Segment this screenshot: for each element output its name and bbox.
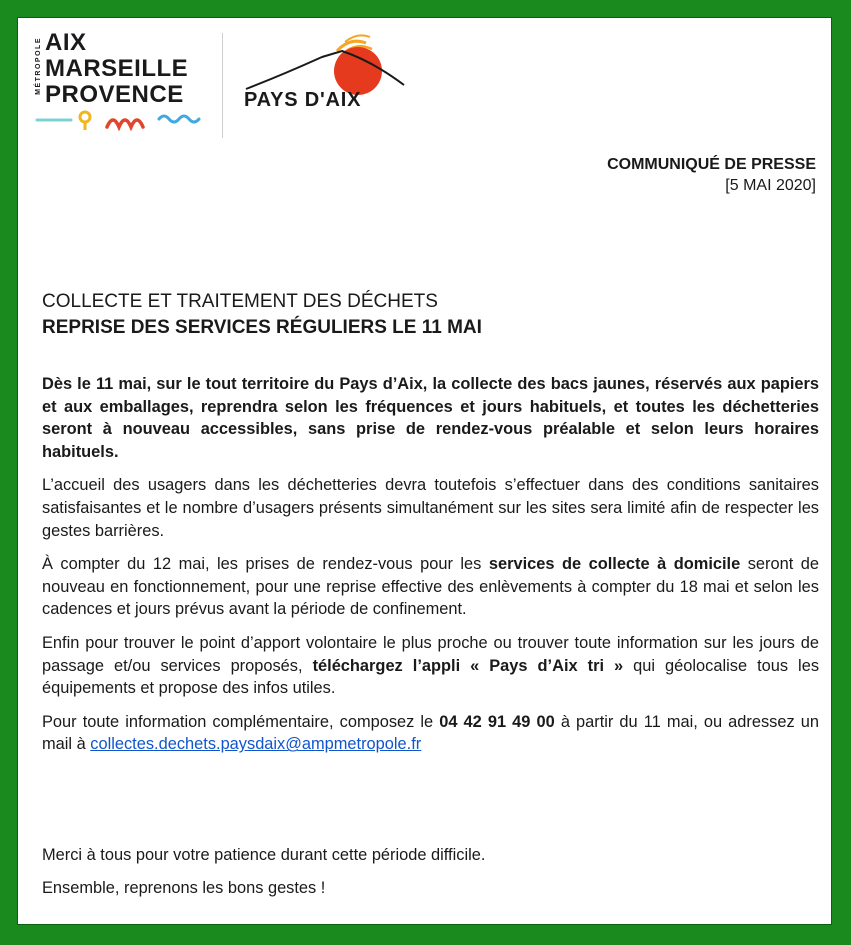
amp-logo-line-1: AIX (45, 29, 87, 56)
email-link[interactable]: collectes.dechets.paysdaix@ampmetropole.fr (90, 735, 422, 754)
amp-logo-line-2: MARSEILLE (45, 55, 189, 82)
pays-daix-logo-text: PAYS D'AIX (244, 89, 362, 111)
phone-number: 04 42 91 49 00 (439, 712, 555, 731)
p2-bold: services de collecte à domicile (488, 555, 741, 574)
press-title: COMMUNIQUÉ DE PRESSE (607, 156, 816, 173)
lead-paragraph: Dès le 11 mai, sur le tout territoire du Pays d’Aix, la collecte des bacs jaunes, réservés aux papiers et aux emballages, reprendra selon les fréquences et jours habituels, et toutes les déchetteries seront à nouveau accessibles, sans prise de rendez-vous préalable et selon leurs horaires habituels. (42, 375, 819, 461)
p4-text-b: à partir du 11 mai, ou adressez un mail à (42, 712, 819, 754)
pays-daix-sun-icon (242, 27, 407, 97)
press-date: [5 MAI 2020] (725, 177, 816, 194)
press-release-page (17, 17, 832, 925)
amp-logo-vertical-label: MÉTROPOLE (35, 37, 42, 95)
paragraph-app (42, 632, 819, 700)
paragraph-sanitary: L’accueil des usagers dans les déchetteries devra toutefois s’effectuer dans des conditions sanitaires satisfaisantes et le nombre d’usagers présents simultanément sur les sites sera limité afin de respecter les gestes barrières. (42, 476, 819, 540)
headline (42, 289, 812, 341)
closing (42, 844, 819, 909)
press-header (607, 154, 816, 196)
headline-subtitle: REPRISE DES SERVICES RÉGULIERS LE 11 MAI (42, 317, 482, 338)
amp-logo-symbols-icon (35, 109, 205, 131)
p3-bold: téléchargez l’appli « Pays d’Aix tri » (312, 656, 624, 675)
closing-thanks: Merci à tous pour votre patience durant cette période difficile. (42, 846, 486, 864)
amp-logo-line-3: PROVENCE (45, 81, 184, 108)
p2-text-a: À compter du 12 mai, les prises de rendez-vous pour les (42, 555, 489, 574)
logo-divider (222, 33, 223, 138)
p3-text-c: qui géolocalise tous les équipements et propose des infos utiles. (42, 656, 820, 698)
paragraph-contact (42, 711, 819, 756)
p2-text-c: seront de nouveau en fonctionnement, pour une reprise effective des enlèvements à compter du 18 mai et selon les cadences et jours prévus avant la période de confinement. (42, 555, 819, 619)
headline-title: COLLECTE ET TRAITEMENT DES DÉCHETS (42, 291, 438, 312)
p3-text-a: Enfin pour trouver le point d’apport volontaire le plus proche ou trouver toute information sur les jours de passage et/ou services proposés, (42, 633, 819, 675)
paragraph-home-collection (42, 553, 819, 621)
body-text (42, 373, 819, 767)
closing-together: Ensemble, reprenons les bons gestes ! (42, 878, 326, 897)
p4-text-a: Pour toute information complémentaire, composez le (42, 712, 440, 731)
